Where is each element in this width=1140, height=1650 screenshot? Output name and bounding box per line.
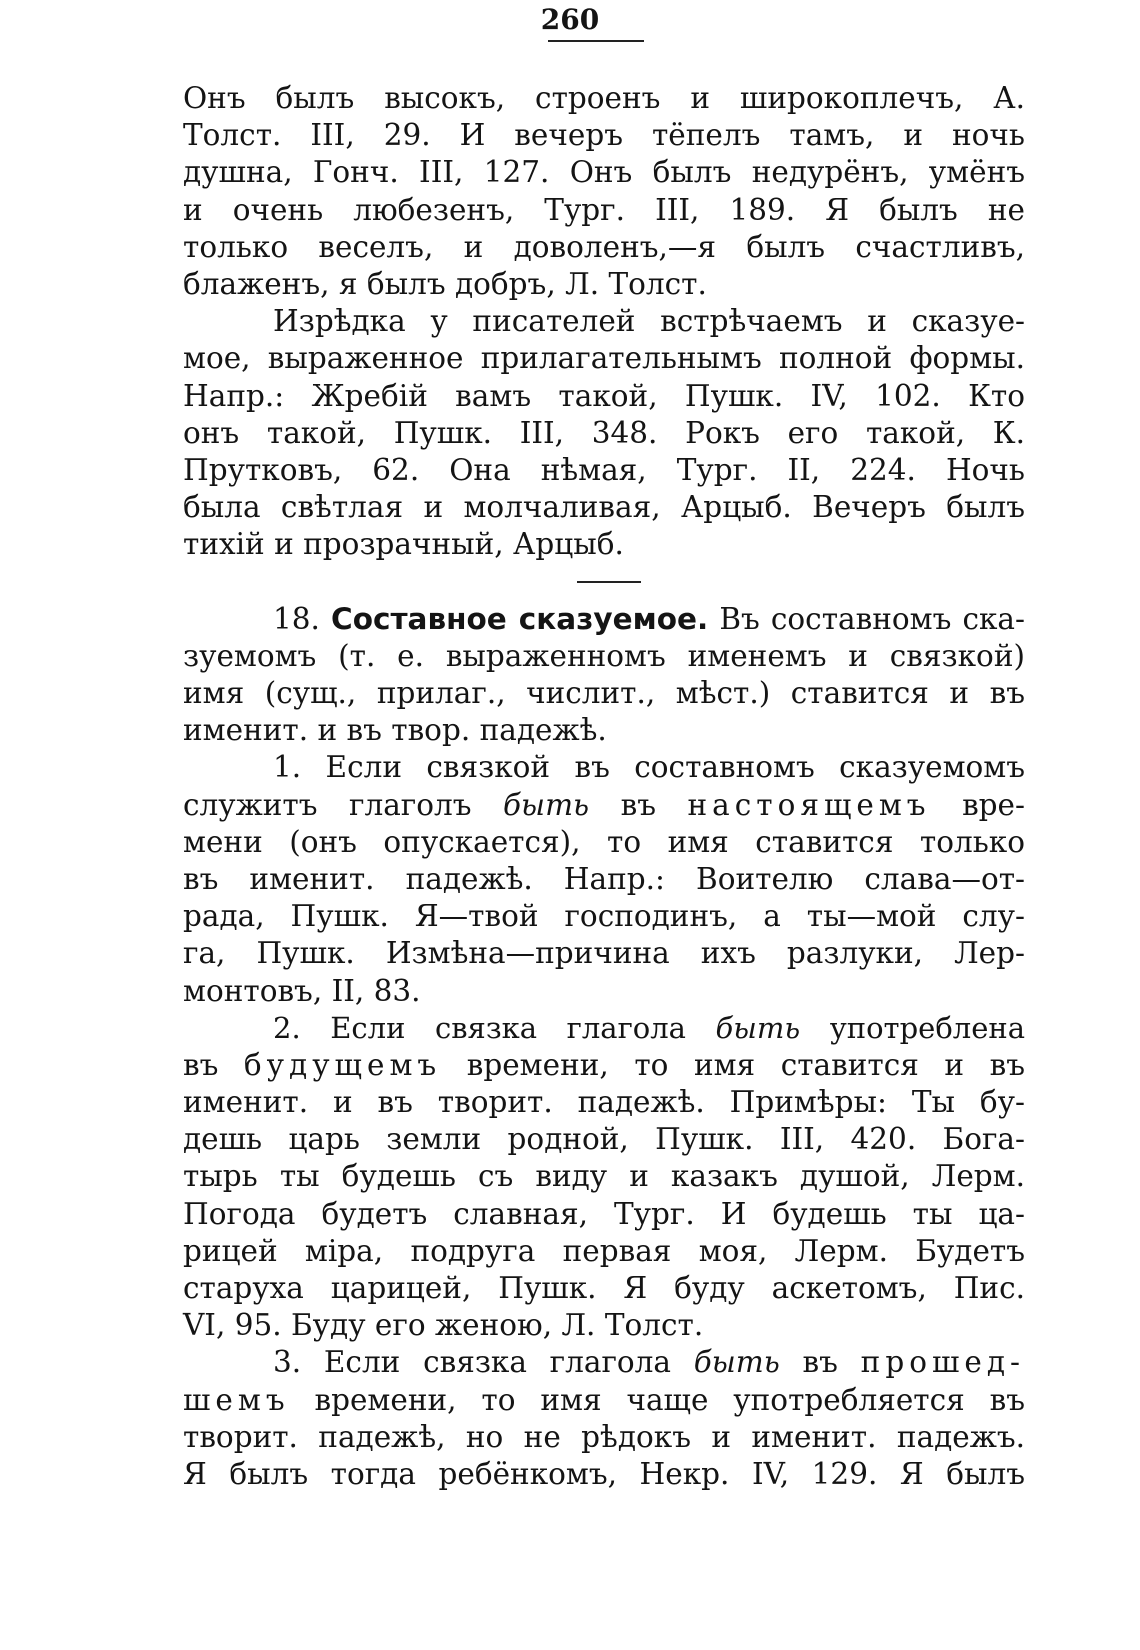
text-line: именит. и въ твор. падежѣ.: [183, 713, 607, 748]
text-line: 2. Если связка глагола быть употреблена: [273, 1010, 1025, 1045]
page-number: 260: [540, 3, 600, 36]
spaced-term: настоящемъ: [687, 787, 931, 822]
spaced-term: шемъ: [183, 1382, 290, 1417]
spaced-term: будущемъ: [243, 1047, 442, 1082]
text-line: га, Пушк. Измѣна—причина ихъ разлуки, Лер-: [183, 936, 1025, 971]
text-line: Напр.: Жребій вамъ такой, Пушк. IV, 102. Кто: [183, 378, 1025, 413]
text-line: блаженъ, я былъ добръ, Л. Толст.: [183, 266, 707, 301]
text-line: шемъ времени, то имя чаще употребляется въ: [183, 1382, 1025, 1417]
text-line: въ будущемъ времени, то имя ставится и въ: [183, 1047, 1025, 1082]
text-line: тихій и прозрачный, Арцыб.: [183, 527, 624, 562]
text-line: Изрѣдка у писателей встрѣчаемъ и сказуе-: [273, 304, 1025, 339]
text-line: только веселъ, и доволенъ,—я былъ счастливъ,: [183, 229, 1025, 264]
section-heading: Составное сказуемое.: [331, 601, 709, 636]
text-line: Я былъ тогда ребёнкомъ, Некр. IV, 129. Я былъ: [183, 1456, 1025, 1491]
text-line: творит. падежѣ, но не рѣдокъ и именит. падежъ.: [183, 1419, 1025, 1454]
text-line: VI, 95. Буду его женою, Л. Толст.: [183, 1308, 704, 1343]
text-line: мени (онъ опускается), то имя ставится только: [183, 824, 1025, 859]
text-line: Прутковъ, 62. Она нѣмая, Тург. II, 224. Ночь: [183, 452, 1025, 487]
text-line: была свѣтлая и молчаливая, Арцыб. Вечеръ былъ: [183, 490, 1025, 525]
text-line: 3. Если связка глагола быть въ прошед-: [273, 1345, 1025, 1380]
text-line: тырь ты будешь съ виду и казакъ душой, Лерм.: [183, 1159, 1025, 1194]
text-line: зуемомъ (т. е. выраженномъ именемъ и связкой): [183, 638, 1025, 673]
italic-term: быть: [715, 1010, 801, 1045]
section-heading-line: 18. Составное сказуемое. Въ составномъ ска-: [273, 601, 1025, 636]
text-line: 1. Если связкой въ составномъ сказуемомъ: [273, 750, 1025, 785]
text-line: служитъ глаголъ быть въ настоящемъ вре-: [183, 787, 1025, 822]
text-line: онъ такой, Пушк. III, 348. Рокъ его такой, К.: [183, 415, 1025, 450]
text-line: и очень любезенъ, Тург. III, 189. Я былъ не: [183, 192, 1025, 227]
text-line: душна, Гонч. III, 127. Онъ былъ недурёнъ, умёнъ: [183, 155, 1025, 190]
italic-term: быть: [503, 787, 590, 822]
body-text: [183, 80, 1025, 1493]
text-line: старуха царицей, Пушк. Я буду аскетомъ, Пис.: [183, 1271, 1025, 1305]
text-line: Толст. III, 29. И вечеръ тёпелъ тамъ, и ночь: [183, 118, 1025, 153]
text-line: имя (сущ., прилаг., числит., мѣст.) ставится и въ: [183, 676, 1025, 710]
text-line: именит. и въ творит. падежѣ. Примѣры: Ты бу-: [183, 1085, 1025, 1120]
text-line: дешь царь земли родной, Пушк. III, 420. Бога-: [183, 1122, 1025, 1157]
text-line: въ именит. падежѣ. Напр.: Воителю слава—от-: [183, 861, 1025, 896]
text-line: Онъ былъ высокъ, строенъ и широкоплечъ, А.: [183, 81, 1025, 115]
page-number-rule: [548, 40, 644, 42]
spaced-term: прошед-: [860, 1345, 1025, 1380]
text-line: Погода будетъ славная, Тург. И будешь ты ца-: [183, 1196, 1025, 1231]
text-line: рицей міра, подруга первая моя, Лерм. Будетъ: [183, 1233, 1025, 1268]
italic-term: быть: [693, 1345, 780, 1380]
text-line: мое, выраженное прилагательнымъ полной формы.: [183, 341, 1025, 376]
text-line: рада, Пушк. Я—твой господинъ, а ты—мой слу-: [183, 899, 1025, 934]
section-divider: [183, 563, 1025, 600]
text-line: монтовъ, II, 83.: [183, 973, 421, 1008]
